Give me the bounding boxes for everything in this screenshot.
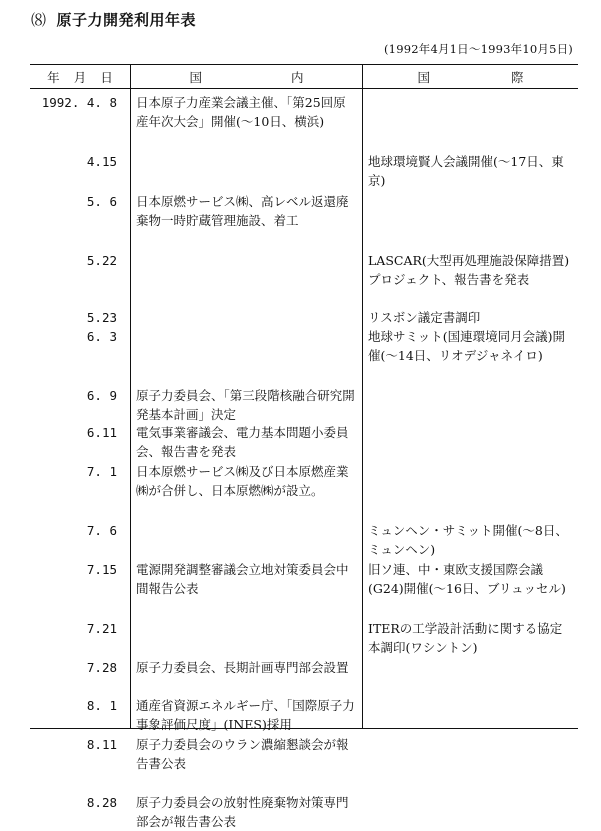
table-row: [30, 386, 578, 424]
row-date: 8.28: [86, 795, 117, 810]
section-heading: [31, 9, 196, 30]
row-date: 7.21: [86, 621, 117, 636]
row-domestic-event: [130, 152, 362, 190]
table-row: [30, 423, 578, 461]
row-domestic-event: [130, 327, 362, 365]
row-domestic-event: [130, 308, 362, 327]
row-date: 8.11: [86, 737, 117, 752]
row-international-event: [362, 658, 578, 677]
row-domestic-event: [130, 521, 362, 559]
row-international-event: [362, 192, 578, 230]
table-row: [30, 152, 578, 190]
table-row: [30, 560, 578, 598]
row-domestic-event: 電源開発調整審議会立地対策委員会中間報告公表: [136, 562, 349, 596]
row-international-event: [362, 696, 578, 734]
row-domestic-event: 日本原燃サービス㈱、高レベル返還廃棄物一時貯蔵管理施設、着工: [136, 194, 349, 228]
header-international-char-2: 際: [510, 69, 524, 85]
table-body: [30, 89, 578, 829]
period-range: (1992年4月1日～1993年10月5日): [384, 42, 573, 56]
row-international-event: ITERの工学設計活動に関する協定本調印(ワシントン): [368, 621, 563, 655]
table-row: [30, 192, 578, 230]
row-international-event: LASCAR(大型再処理施設保障措置)プロジェクト、報告書を発表: [368, 253, 570, 287]
row-international-event: [362, 462, 578, 500]
row-date: 7.28: [86, 660, 117, 675]
row-date: 6. 3: [86, 329, 117, 344]
row-domestic-event: [130, 251, 362, 289]
row-date: 6. 9: [86, 388, 117, 403]
row-date: 4.15: [86, 154, 117, 169]
row-international-event: [362, 423, 578, 461]
row-domestic-event: 原子力委員会のウラン濃縮懇談会が報告書公表: [136, 737, 349, 771]
row-date: 8. 1: [86, 698, 117, 713]
table-row: [30, 793, 578, 831]
section-number: ⑻: [31, 11, 47, 29]
table-row: [30, 93, 578, 131]
table-row: [30, 521, 578, 559]
table-row: [30, 251, 578, 289]
row-international-event: 地球サミット(国連環境同月会議)開催(～14日、リオデジャネイロ): [368, 329, 566, 363]
header-domestic-char-2: 内: [290, 69, 304, 85]
row-domestic-event: 原子力委員会、「第三段階核融合研究開発基本計画」決定: [136, 388, 355, 422]
row-domestic-event: 日本原子力産業会議主催、「第25回原産年次大会」開催(～10日、横浜): [136, 95, 346, 129]
row-date: 1992. 4. 8: [41, 95, 117, 110]
header-domestic-char-1: 国: [189, 69, 202, 85]
row-date: 6.11: [86, 425, 117, 440]
row-date: 5.23: [86, 310, 117, 325]
row-domestic-event: 電気事業審議会、電力基本問題小委員会、報告書を発表: [136, 425, 349, 459]
header-international-char-1: 国: [417, 69, 430, 85]
row-date: 5. 6: [86, 194, 117, 209]
header-date-day: 日: [100, 69, 113, 85]
table-row: [30, 696, 578, 734]
row-international-event: [362, 93, 578, 131]
table-header: [30, 65, 578, 89]
row-domestic-event: 通産省資源エネルギー庁、「国際原子力事象評価尺度」(INES)採用: [136, 698, 355, 732]
row-international-event: リスボン議定書調印: [368, 310, 481, 325]
row-international-event: [362, 386, 578, 424]
row-domestic-event: 日本原燃サービス㈱及び日本原燃産業㈱が合併し、日本原燃㈱が設立。: [136, 464, 349, 498]
row-domestic-event: [130, 619, 362, 657]
row-international-event: 旧ソ連、中・東欧支援国際会議(G24)開催(～16日、ブリュッセル): [368, 562, 566, 596]
row-international-event: 地球環境賢人会議開催(～17日、東京): [368, 154, 564, 188]
row-international-event: [362, 735, 578, 773]
row-domestic-event: 原子力委員会、長期計画専門部会設置: [136, 660, 349, 675]
table-row: [30, 735, 578, 773]
row-date: 7. 6: [86, 523, 117, 538]
table-row: [30, 308, 578, 327]
table-row: [30, 619, 578, 657]
header-domestic: [130, 65, 362, 88]
section-title: 原子力開発利用年表: [56, 11, 197, 29]
row-date: 7.15: [86, 562, 117, 577]
chronology-table: [30, 64, 578, 829]
header-date: [30, 65, 130, 88]
table-row: [30, 462, 578, 500]
header-date-year: 年: [47, 69, 60, 85]
row-date: 7. 1: [86, 464, 117, 479]
header-international: [362, 65, 578, 88]
table-row: [30, 327, 578, 365]
row-date: 5.22: [86, 253, 117, 268]
table-row: [30, 658, 578, 677]
row-domestic-event: 原子力委員会の放射性廃棄物対策専門部会が報告書公表: [136, 795, 349, 829]
header-date-month: 月: [73, 69, 87, 85]
row-international-event: [362, 793, 578, 831]
row-international-event: ミュンヘン・サミット開催(～8日、ミュンヘン): [368, 523, 568, 557]
